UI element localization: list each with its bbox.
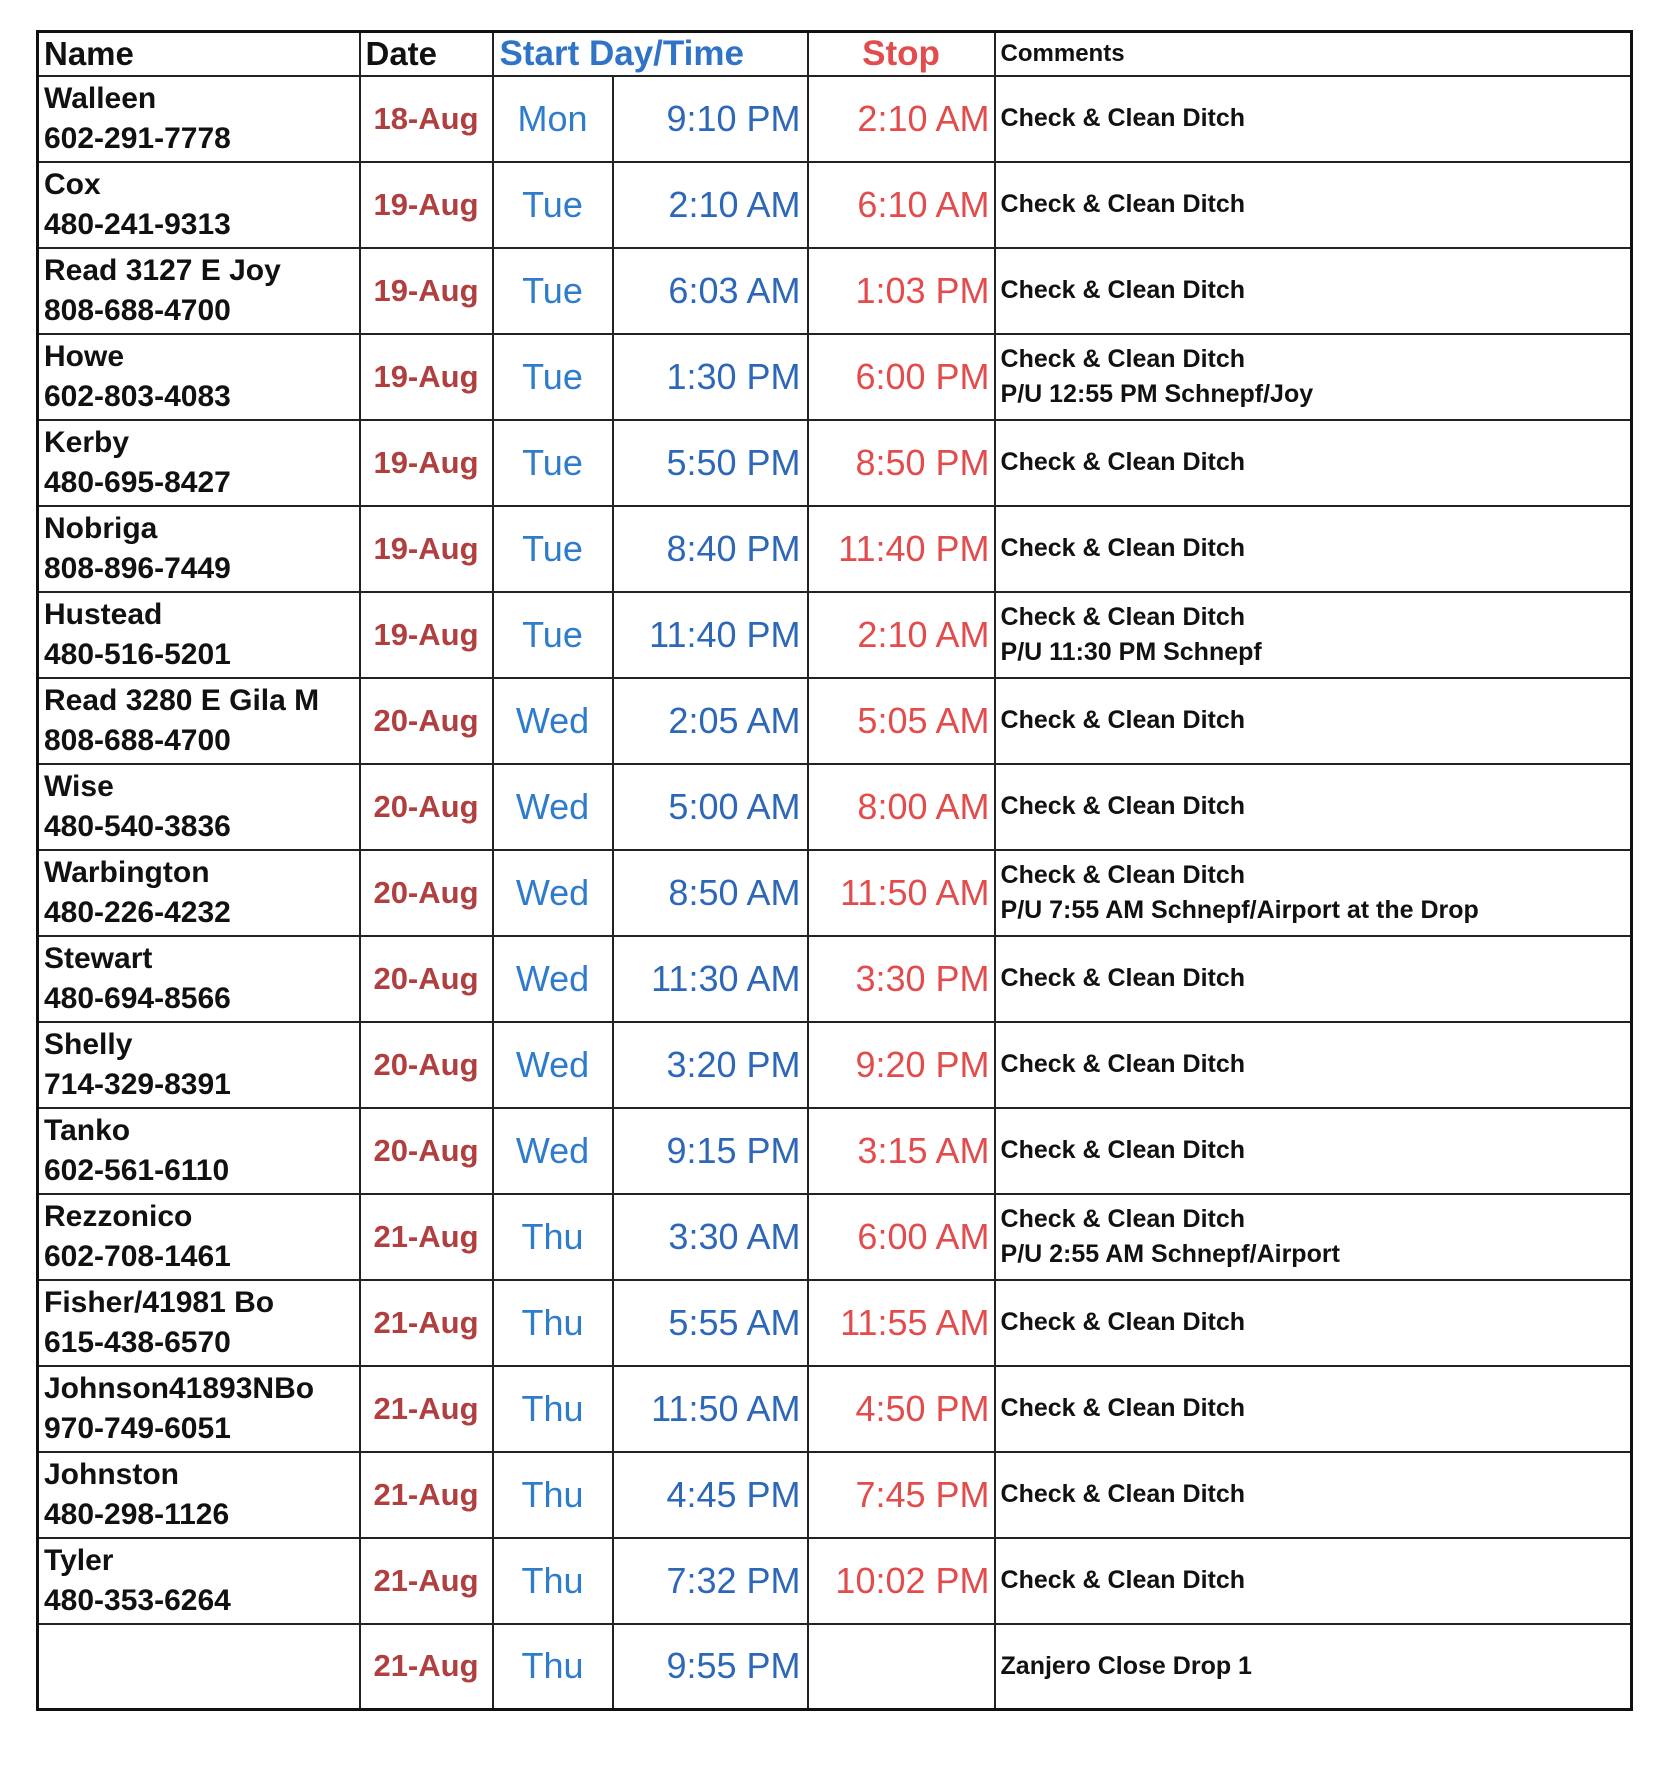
start-time-cell: 5:50 PM (613, 420, 808, 506)
comment-line-1: Check & Clean Ditch (1000, 964, 1246, 992)
contact-name: Nobriga (44, 511, 158, 545)
comment-line-1: Check & Clean Ditch (1000, 448, 1246, 476)
contact-phone: 480-516-5201 (44, 637, 231, 671)
name-cell (38, 764, 360, 850)
stop-time-cell: 8:00 AM (808, 764, 995, 850)
date-cell: 18-Aug (360, 76, 493, 162)
contact-phone: 808-896-7449 (44, 551, 231, 585)
contact-phone: 480-353-6264 (44, 1583, 231, 1617)
header-stop: Stop (808, 32, 995, 76)
start-time-cell: 9:10 PM (613, 76, 808, 162)
comments-cell (995, 162, 1632, 248)
table-row (38, 936, 1632, 1022)
comment-line-1: Check & Clean Ditch (1000, 276, 1246, 304)
day-cell: Tue (493, 162, 613, 248)
date-cell: 19-Aug (360, 162, 493, 248)
name-cell (38, 334, 360, 420)
table-row (38, 764, 1632, 850)
stop-time-cell (808, 1624, 995, 1710)
comment-line-1: Check & Clean Ditch (1000, 104, 1246, 132)
date-cell: 21-Aug (360, 1194, 493, 1280)
day-cell: Thu (493, 1452, 613, 1538)
comments-cell (995, 420, 1632, 506)
comment-line-1: Check & Clean Ditch (1000, 534, 1246, 562)
stop-time-cell: 7:45 PM (808, 1452, 995, 1538)
name-cell (38, 850, 360, 936)
date-cell: 20-Aug (360, 764, 493, 850)
contact-name: Johnston (44, 1457, 179, 1491)
contact-phone: 808-688-4700 (44, 723, 231, 757)
contact-phone: 808-688-4700 (44, 293, 231, 327)
day-cell: Thu (493, 1624, 613, 1710)
day-cell: Tue (493, 248, 613, 334)
comments-cell (995, 1538, 1632, 1624)
stop-time-cell: 3:15 AM (808, 1108, 995, 1194)
contact-name: Stewart (44, 941, 153, 975)
comments-cell (995, 1022, 1632, 1108)
stop-time-cell: 6:00 AM (808, 1194, 995, 1280)
day-cell: Tue (493, 420, 613, 506)
start-time-cell: 5:55 AM (613, 1280, 808, 1366)
header-name: Name (38, 32, 360, 76)
date-cell: 20-Aug (360, 936, 493, 1022)
comment-line-1: Check & Clean Ditch (1000, 1480, 1246, 1508)
contact-name: Tyler (44, 1543, 114, 1577)
contact-phone: 970-749-6051 (44, 1411, 231, 1445)
date-cell: 19-Aug (360, 420, 493, 506)
table-row (38, 850, 1632, 936)
comment-line-2: P/U 2:55 AM Schnepf/Airport (1000, 1239, 1340, 1268)
name-cell (38, 592, 360, 678)
start-time-cell: 3:30 AM (613, 1194, 808, 1280)
name-cell (38, 1022, 360, 1108)
contact-phone: 615-438-6570 (44, 1325, 231, 1359)
table-row (38, 678, 1632, 764)
comment-line-1: Check & Clean Ditch (1000, 344, 1246, 373)
comments-cell (995, 850, 1632, 936)
comments-cell (995, 76, 1632, 162)
contact-name: Hustead (44, 597, 163, 631)
day-cell: Wed (493, 1108, 613, 1194)
comments-cell (995, 678, 1632, 764)
start-time-cell: 11:40 PM (613, 592, 808, 678)
contact-phone: 480-226-4232 (44, 895, 231, 929)
contact-name: Wise (44, 769, 114, 803)
day-cell: Wed (493, 1022, 613, 1108)
table-row (38, 506, 1632, 592)
start-time-cell: 8:40 PM (613, 506, 808, 592)
start-time-cell: 5:00 AM (613, 764, 808, 850)
table-row (38, 76, 1632, 162)
comment-line-1: Check & Clean Ditch (1000, 860, 1246, 889)
start-time-cell: 6:03 AM (613, 248, 808, 334)
contact-name: Johnson41893NBo (44, 1371, 315, 1405)
day-cell: Wed (493, 936, 613, 1022)
table-row (38, 1194, 1632, 1280)
contact-name: Fisher/41981 Bo (44, 1285, 275, 1319)
contact-phone: 602-291-7778 (44, 121, 231, 155)
stop-time-cell: 11:55 AM (808, 1280, 995, 1366)
table-row (38, 1108, 1632, 1194)
comment-line-1: Check & Clean Ditch (1000, 706, 1246, 734)
table-row (38, 1624, 1632, 1710)
comment-line-1: Check & Clean Ditch (1000, 1394, 1246, 1422)
start-time-cell: 3:20 PM (613, 1022, 808, 1108)
table-row (38, 1280, 1632, 1366)
name-cell (38, 936, 360, 1022)
date-cell: 21-Aug (360, 1452, 493, 1538)
stop-time-cell: 9:20 PM (808, 1022, 995, 1108)
day-cell: Mon (493, 76, 613, 162)
date-cell: 20-Aug (360, 1108, 493, 1194)
comments-cell (995, 1194, 1632, 1280)
stop-time-cell: 3:30 PM (808, 936, 995, 1022)
stop-time-cell: 8:50 PM (808, 420, 995, 506)
start-time-cell: 2:10 AM (613, 162, 808, 248)
comment-line-1: Check & Clean Ditch (1000, 1308, 1246, 1336)
name-cell (38, 1194, 360, 1280)
contact-name: Read 3280 E Gila M (44, 683, 320, 717)
stop-time-cell: 1:03 PM (808, 248, 995, 334)
contact-name: Howe (44, 339, 125, 373)
stop-time-cell: 6:00 PM (808, 334, 995, 420)
day-cell: Tue (493, 506, 613, 592)
table-row (38, 1022, 1632, 1108)
comments-cell (995, 334, 1632, 420)
stop-time-cell: 11:40 PM (808, 506, 995, 592)
contact-name: Read 3127 E Joy (44, 253, 281, 287)
comments-cell (995, 248, 1632, 334)
day-cell: Wed (493, 850, 613, 936)
day-cell: Wed (493, 764, 613, 850)
table-row (38, 592, 1632, 678)
comment-line-2: P/U 11:30 PM Schnepf (1000, 637, 1262, 666)
comments-cell (995, 1452, 1632, 1538)
comment-line-1: Check & Clean Ditch (1000, 190, 1246, 218)
name-cell (38, 1538, 360, 1624)
name-cell (38, 506, 360, 592)
contact-name: Rezzonico (44, 1199, 193, 1233)
date-cell: 21-Aug (360, 1538, 493, 1624)
start-time-cell: 8:50 AM (613, 850, 808, 936)
date-cell: 19-Aug (360, 592, 493, 678)
name-cell (38, 678, 360, 764)
comment-line-1: Check & Clean Ditch (1000, 1204, 1246, 1233)
table-row (38, 248, 1632, 334)
stop-time-cell: 5:05 AM (808, 678, 995, 764)
start-time-cell: 4:45 PM (613, 1452, 808, 1538)
date-cell: 21-Aug (360, 1280, 493, 1366)
start-time-cell: 7:32 PM (613, 1538, 808, 1624)
contact-name: Shelly (44, 1027, 133, 1061)
name-cell (38, 1280, 360, 1366)
day-cell: Thu (493, 1366, 613, 1452)
contact-phone: 714-329-8391 (44, 1067, 231, 1101)
name-cell (38, 420, 360, 506)
comments-cell (995, 592, 1632, 678)
contact-name: Warbington (44, 855, 210, 889)
stop-time-cell: 10:02 PM (808, 1538, 995, 1624)
contact-phone: 602-561-6110 (44, 1153, 230, 1187)
header-start-day-time: Start Day/Time (493, 32, 808, 76)
table-row (38, 162, 1632, 248)
comments-cell (995, 1280, 1632, 1366)
comment-line-1: Check & Clean Ditch (1000, 792, 1246, 820)
comment-line-1: Check & Clean Ditch (1000, 1566, 1246, 1594)
comment-line-2: P/U 12:55 PM Schnepf/Joy (1000, 379, 1314, 408)
stop-time-cell: 2:10 AM (808, 592, 995, 678)
start-time-cell: 1:30 PM (613, 334, 808, 420)
table-row (38, 420, 1632, 506)
day-cell: Thu (493, 1194, 613, 1280)
comments-cell (995, 506, 1632, 592)
date-cell: 19-Aug (360, 248, 493, 334)
date-cell: 20-Aug (360, 678, 493, 764)
date-cell: 21-Aug (360, 1624, 493, 1710)
schedule-table (36, 30, 1633, 1711)
table-row (38, 1538, 1632, 1624)
comments-cell (995, 1108, 1632, 1194)
contact-name: Kerby (44, 425, 130, 459)
day-cell: Tue (493, 592, 613, 678)
contact-phone: 480-540-3836 (44, 809, 231, 843)
start-time-cell: 9:15 PM (613, 1108, 808, 1194)
contact-phone: 480-298-1126 (44, 1497, 230, 1531)
date-cell: 19-Aug (360, 334, 493, 420)
header-date: Date (360, 32, 493, 76)
name-cell (38, 162, 360, 248)
name-cell (38, 1366, 360, 1452)
contact-phone: 480-694-8566 (44, 981, 231, 1015)
day-cell: Thu (493, 1280, 613, 1366)
contact-name: Tanko (44, 1113, 131, 1147)
day-cell: Wed (493, 678, 613, 764)
day-cell: Thu (493, 1538, 613, 1624)
comments-cell (995, 936, 1632, 1022)
comments-cell (995, 764, 1632, 850)
stop-time-cell: 4:50 PM (808, 1366, 995, 1452)
start-time-cell: 9:55 PM (613, 1624, 808, 1710)
header-comments: Comments (995, 32, 1632, 76)
contact-name: Walleen (44, 81, 157, 115)
table-row (38, 1366, 1632, 1452)
comment-line-1: Check & Clean Ditch (1000, 1050, 1246, 1078)
stop-time-cell: 2:10 AM (808, 76, 995, 162)
contact-phone: 602-803-4083 (44, 379, 231, 413)
date-cell: 20-Aug (360, 1022, 493, 1108)
comment-line-1: Check & Clean Ditch (1000, 1136, 1246, 1164)
name-cell (38, 248, 360, 334)
contact-phone: 480-241-9313 (44, 207, 231, 241)
contact-phone: 480-695-8427 (44, 465, 231, 499)
comment-line-1: Zanjero Close Drop 1 (1000, 1651, 1252, 1680)
contact-phone: 602-708-1461 (44, 1239, 231, 1273)
comment-line-2: P/U 7:55 AM Schnepf/Airport at the Drop (1000, 895, 1479, 924)
stop-time-cell: 6:10 AM (808, 162, 995, 248)
comment-line-1: Check & Clean Ditch (1000, 602, 1246, 631)
name-cell (38, 1624, 360, 1710)
start-time-cell: 11:30 AM (613, 936, 808, 1022)
contact-name: Cox (44, 167, 101, 201)
name-cell (38, 76, 360, 162)
comments-cell (995, 1366, 1632, 1452)
name-cell (38, 1452, 360, 1538)
comments-cell (995, 1624, 1632, 1710)
day-cell: Tue (493, 334, 613, 420)
date-cell: 20-Aug (360, 850, 493, 936)
name-cell (38, 1108, 360, 1194)
table-row (38, 334, 1632, 420)
start-time-cell: 2:05 AM (613, 678, 808, 764)
table-row (38, 1452, 1632, 1538)
stop-time-cell: 11:50 AM (808, 850, 995, 936)
date-cell: 21-Aug (360, 1366, 493, 1452)
date-cell: 19-Aug (360, 506, 493, 592)
schedule-body (38, 76, 1632, 1710)
header-row (38, 32, 1632, 76)
start-time-cell: 11:50 AM (613, 1366, 808, 1452)
